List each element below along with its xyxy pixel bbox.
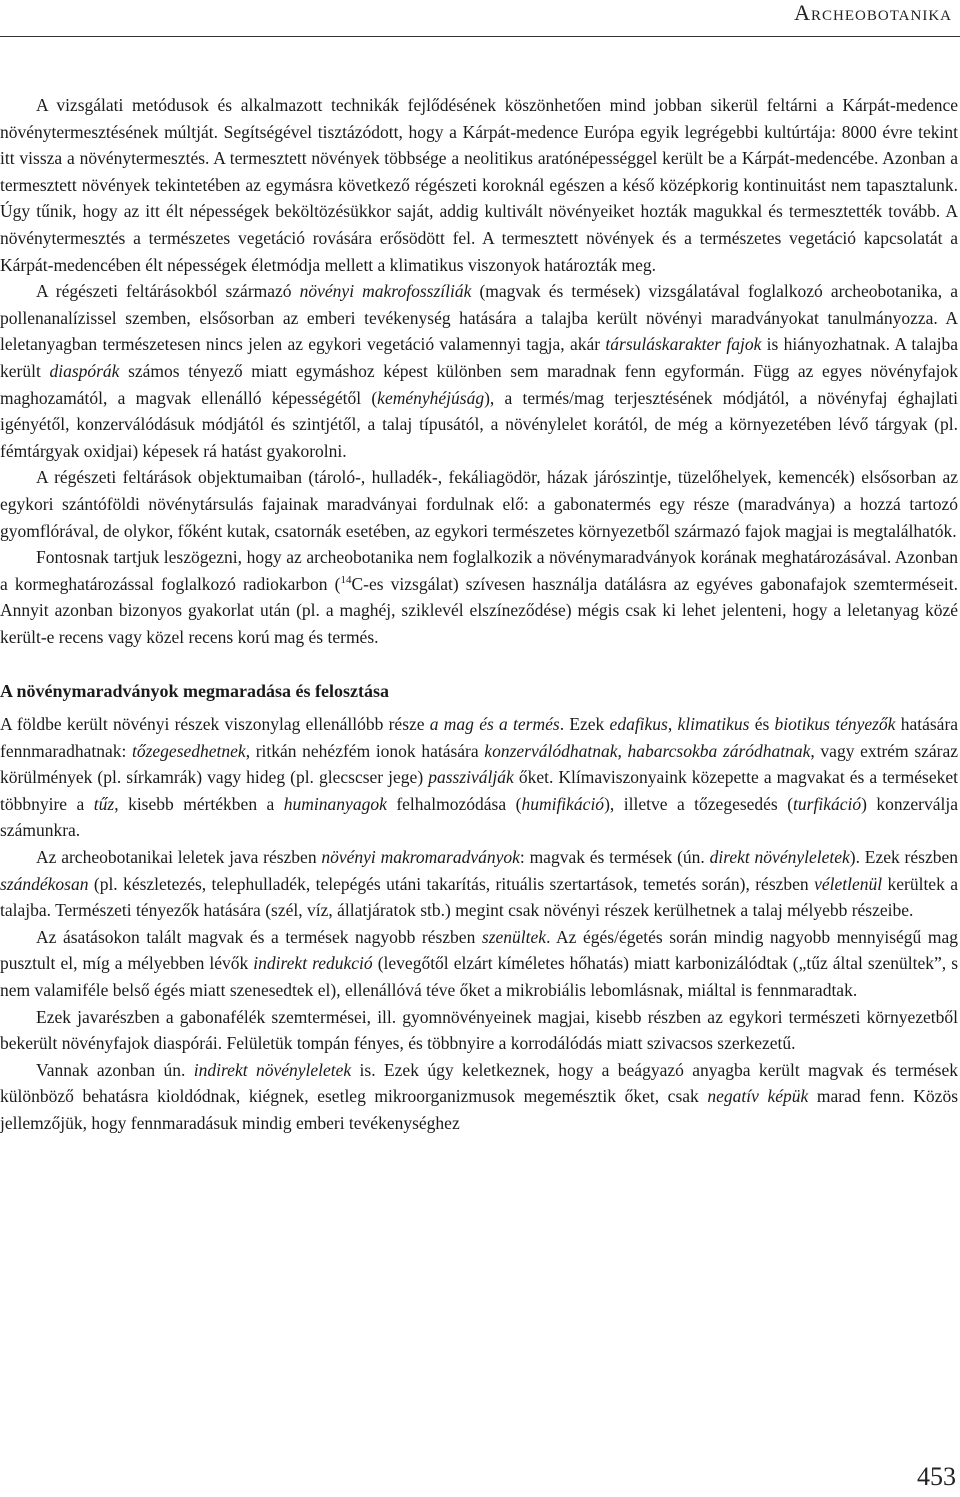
paragraph-5: A földbe került növényi részek viszonylag ellenállóbb része a mag és a termés. Ezek edafikus, klimatikus és biotikus tényezők hatására fennmaradhatnak: tőzegesedhetnek, ritkán nehézfém ionok hatására konzerválódhatnak, habarcsokba záródhatnak, vagy extrém száraz körülmények (pl. sírkamrák) vagy hideg (pl. glecscser jege) passziválják őket. Klímaviszonyaink közepette a magvakat és a terméseket többnyire a tűz, kisebb mértékben a huminanyagok felhalmozódása (humifikáció), illetve a tőzegesedés (turfikáció) konzerválja számunkra. [0,714,959,841]
body-text [0,92,958,1137]
paragraph-4: Fontosnak tartjuk leszögezni, hogy az archeobotanika nem foglalkozik a növénymaradványok korának meghatározásával. Azonban a kormeghatározással foglalkozó radiokarbon ($^{14}$C-es vizsgálat) szívesen használja datálásra az egyéves gabonafajok szemterméseit. Annyit azonban bizonyos gyakorlat után (pl. a maghéj, sziklevél elszíneződése) mégis csak ki lehet jelenteni, hogy a leletanyag közé került-e recens vagy közel recens korú mag és termés. [0,547,958,647]
section-heading: A növénymaradványok megmaradása és felosztása [0,681,389,702]
paragraph-3: A régészeti feltárások objektumaiban (tároló-, hulladék-, fekáliagödör, házak járószintje, tüzelőhelyek, kemencék) elsősorban az egykori szántóföldi növénytársulás fajainak maradványai fordulnak elő: a gabonatermés egy része (maradványa) a hozzá tartozó gyomflórával, de olykor, főként kutak, csatornák esetében, az egykori természetes környezetből származó fajok magjai is megtalálhatók. [0,467,958,541]
paragraph-9: Vannak azonban ún. indirekt növényleletek is. Ezek úgy keletkeznek, hogy a beágyazó anyagba került magvak és termések különböző behatásra kioldódnak, kiégnek, esetleg mikroorganizmusok megemésztik őket, csak negatív képük marad fenn. Közös jellemzőjük, hogy fennmaradásuk mindig emberi tevékenységhez [0,1059,959,1133]
paragraph-7: Az ásatásokon talált magvak és a termések nagyobb részben szenültek. Az égés/égetés során mindig nagyobb mennyiségű mag pusztult el, míg a mélyebben lévők indirekt redukció (levegőtől elzárt kíméletes hőhatás) miatt karbonizálódtak („tűz által szenültek”, s nem valamiféle belső égés miatt szenesedtek el), ellenállóvá téve őket a mikrobiális lebomlásnak, miáltal is fennmaradtak. [0,926,959,1000]
page-number: 453 [917,1462,956,1491]
paragraph-1: A vizsgálati metódusok és alkalmazott technikák fejlődésének köszönhetően mind jobban sikerül feltárni a Kárpát-medence növénytermesztésének múltját. Segítségével tisztázódott, hogy a Kárpát-medence Európa egyik legrégebbi kultúrtája: 8000 évre tekint itt vissza a növénytermesztés. A termesztett növények többsége a neolitikus aratónépességgel került be a Kárpát-medencébe. Azonban a termesztett növények tekintetében az egymásra következő régészeti koroknál egészen a késő középkorig kontinuitást nem tapasztalunk. Úgy tűnik, hogy az itt élt népességek beköltözésükkor saját, addig kultivált növényeiket hozták magukkal és termesztették tovább. A növénytermesztés a természetes vegetáció rovására erősödött fel. A termesztett növények és a természetes vegetáció kapcsolatát a Kárpát-medencében élt népességek életmódja mellett a klimatikus viszonyok határozták meg. [0,95,958,275]
paragraph-6: Az archeobotanikai leletek java részben növényi makromaradványok: magvak és termések (ún. direkt növényleletek). Ezek részben szándékosan (pl. készletezés, telephulladék, telepégés utáni takarítás, rituális szertartások, temetés során), részben véletlenül kerültek a talajba. Természeti tényezők hatására (szél, víz, állatjáratok stb.) megint csak növényi részek kerülhetnek a talaj mélyebb részeibe. [0,847,958,921]
paragraph-8: Ezek javarészben a gabonafélék szemtermései, ill. gyomnövényeinek magjai, kisebb részben az egykori természeti környezetből bekerült növényfajok diaspórái. Felületük tompán fényes, és többnyire a korrodálódás miatt szivacsos szerkezetű. [0,1006,958,1054]
header-rule [0,36,960,37]
running-head: Archeobotanika [794,0,952,25]
paragraph-2: A régészeti feltárásokból származó növényi makrofosszíliák (magvak és termések) vizsgálatával foglalkozó archeobotanika, a pollenanalízissel szemben, elsősorban az emberi tevékenység hatására a talajba került növényi maradványokat tanulmányozza. A leletanyagban természetesen nincs jelen az egykori vegetáció valamennyi tagja, akár társuláskarakter fajok is hiányozhatnak. A talajba került diaspórák számos tényező miatt egymáshoz képest különben sem maradnak fenn egyformán. Függ az egyes növényfajok maghozamától, a magvak ellenálló képességétől (keményhéjúság), a termés/mag terjesztésének módjától, a növényfaj éghajlati igényétől, konzerválódásuk módjától és szintjétől, a talaj típusától, a növénylelet korától, de még a környezetében lévő tárgyak (pl. fémtárgyak oxidjai) képesek rá hatást gyakorolni. [0,281,958,461]
